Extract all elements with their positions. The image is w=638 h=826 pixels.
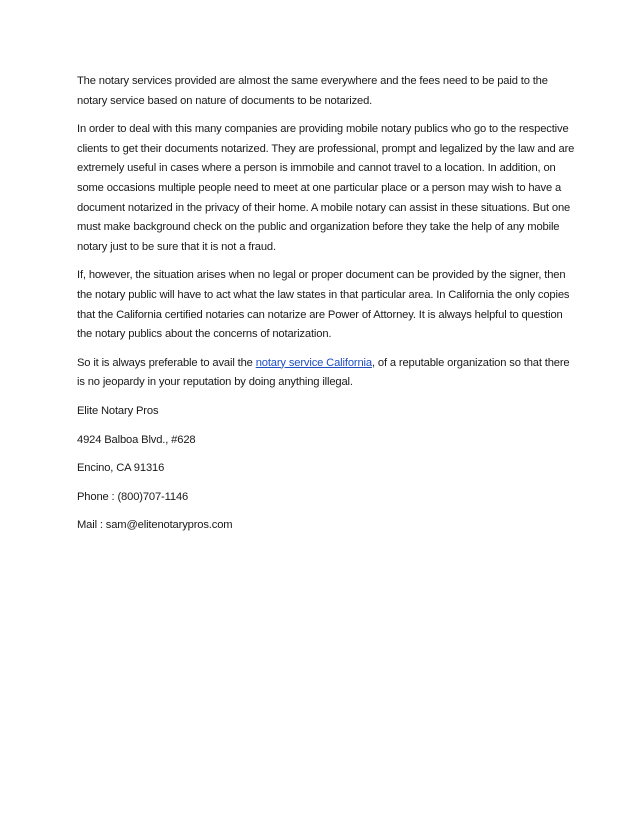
paragraph-fees	[77, 72, 573, 111]
paragraph-recommendation	[77, 354, 573, 393]
city-state-zip: Encino, CA 91316	[77, 462, 165, 475]
text-line: The notary services provided are almost the same everywhere and the fees need to be paid to the	[77, 75, 548, 87]
text-line: document notarized in the privacy of their home. A mobile notary can assist in these situations. But one	[77, 201, 571, 214]
phone-number: Phone : (800)707-1146	[77, 490, 189, 503]
text-before-link: So it is always preferable to avail the	[77, 356, 256, 369]
text-line: that the California certified notaries can notarize are Power of Attorney. It is always helpful to question	[77, 308, 563, 321]
text-line: notary just to be sure that it is not a fraud.	[77, 240, 276, 253]
text-line: extremely useful in cases where a person is immobile and cannot travel to a location. In addition, on	[77, 162, 556, 175]
text-line: some occasions multiple people need to meet at one particular place or a person may wish to have a	[77, 181, 562, 194]
document-body	[77, 72, 573, 545]
paragraph-mobile-notary	[77, 120, 573, 257]
text-after-link: , of a reputable organization so that there	[371, 356, 570, 369]
text-line: the notary publics about the concerns of notarization.	[77, 328, 332, 341]
notary-service-link[interactable]: notary service California	[255, 356, 372, 369]
text-line: the notary public will have to act what the law states in that particular area. In California the only copies	[77, 288, 570, 301]
text-line: is no jeopardy in your reputation by doing anything illegal.	[77, 376, 353, 389]
text-line: notary service based on nature of documents to be notarized.	[77, 94, 373, 107]
text-line: If, however, the situation arises when no legal or proper document can be provided by the signer, then	[77, 269, 566, 282]
text-line: In order to deal with this many companies are providing mobile notary publics who go to the respective	[77, 123, 569, 136]
paragraph-legal-documents	[77, 266, 573, 344]
email-address: Mail : sam@elitenotarypros.com	[77, 519, 233, 532]
text-line	[77, 354, 573, 374]
street-address: 4924 Balboa Blvd., #628	[77, 433, 196, 446]
company-name: Elite Notary Pros	[77, 404, 159, 417]
text-line: clients to get their documents notarized. They are professional, prompt and legalized by the law and are	[77, 142, 575, 155]
text-line: must make background check on the public and organization before they take the help of any mobile	[77, 221, 560, 234]
